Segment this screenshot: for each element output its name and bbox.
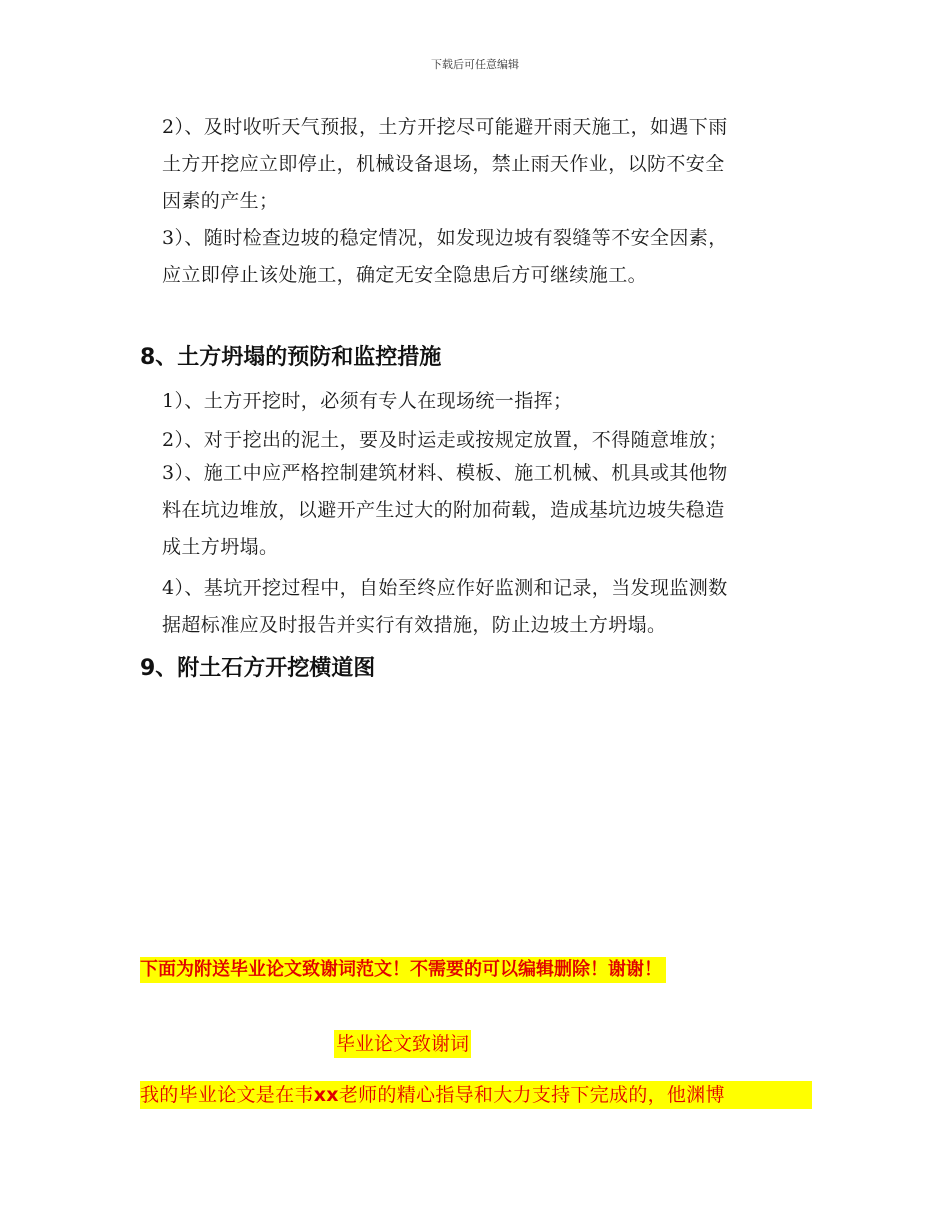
text-line: 料在坑边堆放，以避开产生过大的附加荷载，造成基坑边坡失稳造	[162, 499, 725, 521]
text-line: 成土方坍塌。	[162, 536, 279, 558]
text-line: 4）、基坑开挖过程中，自始至终应作好监测和记录，当发现监测数	[162, 577, 728, 599]
s8-item-4	[162, 570, 812, 644]
prev-item-2	[162, 109, 812, 220]
text-line: 土方开挖应立即停止，机械设备退场，禁止雨天作业，以防不安全	[162, 153, 725, 175]
text-line: 3）、随时检查边坡的稳定情况，如发现边坡有裂缝等不安全因素，	[162, 227, 728, 249]
thanks-body-pre: 我的毕业论文是在韦	[140, 1084, 314, 1106]
text-line: 应立即停止该处施工，确定无安全隐患后方可继续施工。	[162, 264, 648, 286]
thanks-title: 毕业论文致谢词	[334, 1030, 471, 1058]
s8-item-3	[162, 455, 812, 566]
s8-item-1: 1）、土方开挖时，必须有专人在现场统一指挥；	[162, 390, 573, 412]
thanks-body	[140, 1081, 812, 1109]
page-header: 下载后可任意编辑	[431, 58, 519, 71]
appendix-notice: 下面为附送毕业论文致谢词范文！不需要的可以编辑删除！谢谢！	[140, 957, 666, 983]
text-line: 3）、施工中应严格控制建筑材料、模板、施工机械、机具或其他物	[162, 462, 728, 484]
text-line: 据超标准应及时报告并实行有效措施，防止边坡土方坍塌。	[162, 614, 667, 636]
s8-item-2: 2）、对于挖出的泥土，要及时运走或按规定放置，不得随意堆放；	[162, 429, 728, 451]
section-8-heading: 8、土方坍塌的预防和监控措施	[140, 345, 442, 370]
text-line: 因素的产生；	[162, 190, 279, 212]
teacher-name-placeholder: xx	[313, 1084, 339, 1106]
section-9-heading: 9、附土石方开挖横道图	[140, 656, 376, 681]
text-line: 2）、及时收听天气预报，土方开挖尽可能避开雨天施工，如遇下雨	[162, 116, 728, 138]
thanks-body-post: 老师的精心指导和大力支持下完成的，他渊博	[338, 1084, 725, 1106]
prev-item-3	[162, 220, 812, 294]
